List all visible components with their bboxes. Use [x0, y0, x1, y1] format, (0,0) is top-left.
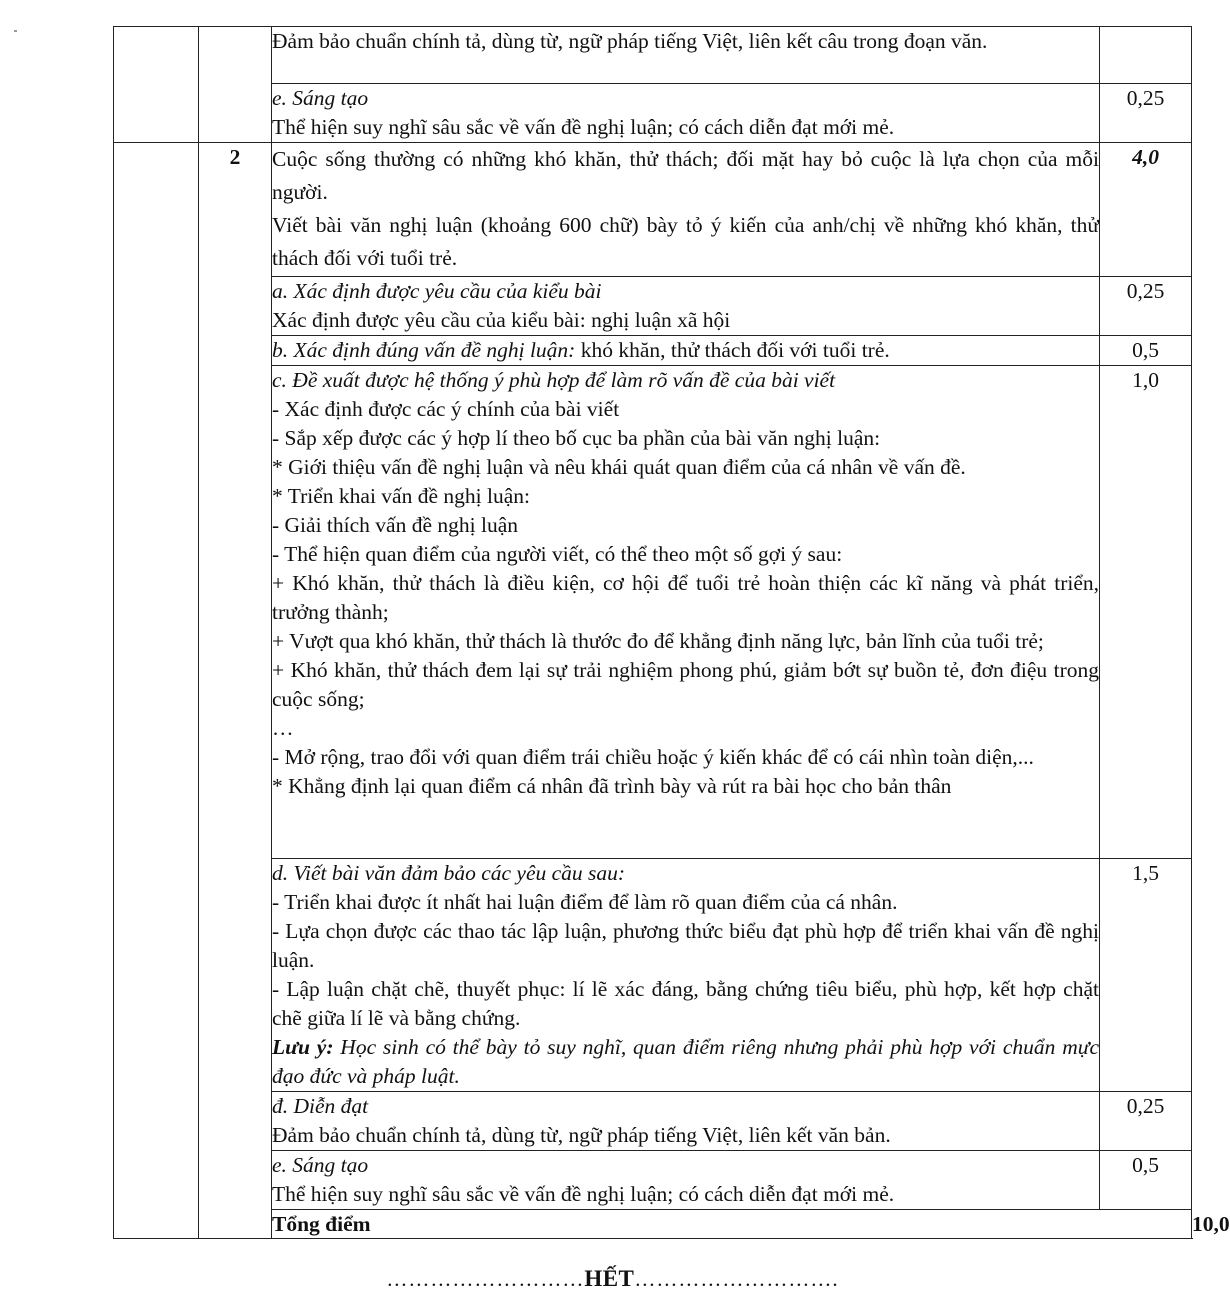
table-row: [114, 1092, 1192, 1151]
score-value: 1,5: [1100, 859, 1192, 1092]
criterion-cell: [272, 336, 1100, 366]
question-prompt-p2: Viết bài văn nghị luận (khoảng 600 chữ) bày tỏ ý kiến của anh/chị về những khó khăn, thử thách đối với tuổi trẻ.: [272, 213, 1099, 270]
list-item: * Triển khai vấn đề nghị luận:: [272, 484, 530, 508]
criterion-cell: [272, 1092, 1100, 1151]
criterion-text: Đảm bảo chuẩn chính tả, dùng từ, ngữ pháp tiếng Việt, liên kết văn bản.: [272, 1123, 891, 1147]
table-row: [114, 1151, 1192, 1210]
list-item: + Vượt qua khó khăn, thử thách là thước đo để khẳng định năng lực, bản lĩnh của tuổi trẻ;: [272, 629, 1044, 653]
question-number: 2: [199, 143, 272, 1239]
criterion-cell: [272, 1151, 1100, 1210]
score-cell: [1100, 27, 1192, 84]
table-row: [114, 336, 1192, 366]
list-item: - Triển khai được ít nhất hai luận điểm để làm rõ quan điểm của cá nhân.: [272, 890, 898, 914]
list-item: - Lập luận chặt chẽ, thuyết phục: lí lẽ xác đáng, bằng chứng tiêu biểu, phù hợp, kết hợp chặt chẽ giữa lí lẽ và bằng chứng.: [272, 977, 1099, 1030]
note-text: Học sinh có thể bày tỏ suy nghĩ, quan điểm riêng nhưng phải phù hợp với chuẩn mực đạo đức và pháp luật.: [272, 1035, 1099, 1088]
criterion-cell: [272, 84, 1100, 143]
criterion-title: a. Xác định được yêu cầu của kiểu bài: [272, 279, 602, 303]
note: [272, 1033, 1099, 1091]
question-total-score: 4,0: [1100, 143, 1192, 277]
score-value: 1,0: [1100, 366, 1192, 859]
question-prompt-cell: [272, 143, 1100, 277]
table-row: [114, 859, 1192, 1092]
criterion-title: d. Viết bài văn đảm bảo các yêu cầu sau:: [272, 861, 626, 885]
score-value: 0,5: [1100, 1151, 1192, 1210]
list-item: * Giới thiệu vấn đề nghị luận và nêu khái quát quan điểm của cá nhân về vấn đề.: [272, 455, 966, 479]
criterion-title: b. Xác định đúng vấn đề nghị luận:: [272, 338, 576, 362]
total-row: Tổng điểm 10,0: [114, 1210, 1192, 1239]
list-item: - Lựa chọn được các thao tác lập luận, phương thức biểu đạt phù hợp để triển khai vấn đề nghị luận.: [272, 919, 1099, 972]
score-value: 0,25: [1100, 84, 1192, 143]
criterion-text: Xác định được yêu cầu của kiểu bài: nghị luận xã hội: [272, 308, 731, 332]
list-item: + Khó khăn, thử thách là điều kiện, cơ hội để tuổi trẻ hoàn thiện các kĩ năng và phát triển, trưởng thành;: [272, 571, 1099, 624]
dots-left: ………………………: [386, 1267, 585, 1291]
grading-table: [113, 26, 1230, 1239]
criterion-cell: [272, 277, 1100, 336]
question-prompt-p1: Cuộc sống thường có những khó khăn, thử thách; đối mặt hay bỏ cuộc là lựa chọn của mỗi người.: [272, 147, 1099, 204]
list-item: - Sắp xếp được các ý hợp lí theo bố cục ba phần của bài văn nghị luận:: [272, 426, 881, 450]
end-word: HẾT: [584, 1266, 635, 1291]
criterion-text: Thể hiện suy nghĩ sâu sắc về vấn đề nghị luận; có cách diễn đạt mới mẻ.: [272, 115, 895, 139]
criterion-text: Thể hiện suy nghĩ sâu sắc về vấn đề nghị luận; có cách diễn đạt mới mẻ.: [272, 1182, 895, 1206]
question-number-cell: [199, 27, 272, 143]
section-cell: [114, 143, 199, 1239]
list-item: - Thể hiện quan điểm của người viết, có thể theo một số gợi ý sau:: [272, 542, 843, 566]
table-row: [114, 27, 1192, 84]
table-row: [114, 143, 1192, 277]
score-value: 0,5: [1100, 336, 1192, 366]
list-item: * Khẳng định lại quan điểm cá nhân đã trình bày và rút ra bài học cho bản thân: [272, 774, 952, 798]
total-label: Tổng điểm: [272, 1210, 1192, 1239]
table-row: [114, 84, 1192, 143]
list-item: - Xác định được các ý chính của bài viết: [272, 397, 620, 421]
criterion-title: e. Sáng tạo: [272, 86, 369, 110]
criterion-cell: [272, 366, 1100, 859]
section-cell: [114, 27, 199, 143]
note-label: Lưu ý:: [272, 1035, 334, 1059]
list-item: - Mở rộng, trao đổi với quan điểm trái chiều hoặc ý kiến khác để có cái nhìn toàn diện,...: [272, 745, 1034, 769]
list-item: - Giải thích vấn đề nghị luận: [272, 513, 518, 537]
criterion-cell: [272, 859, 1100, 1092]
table-row: [114, 366, 1192, 859]
score-value: 0,25: [1100, 277, 1192, 336]
criterion-title: đ. Diễn đạt: [272, 1094, 369, 1118]
criterion-text: Đảm bảo chuẩn chính tả, dùng từ, ngữ pháp tiếng Việt, liên kết câu trong đoạn văn.: [272, 29, 988, 53]
table-row: [114, 277, 1192, 336]
criterion-text: khó khăn, thử thách đối với tuổi trẻ.: [575, 338, 890, 362]
end-marker: [0, 1266, 1225, 1292]
score-value: 0,25: [1100, 1092, 1192, 1151]
scan-speck: [14, 30, 17, 32]
criterion-title: c. Đề xuất được hệ thống ý phù hợp để làm rõ vấn đề của bài viết: [272, 368, 836, 392]
list-item: …: [272, 716, 294, 740]
list-item: + Khó khăn, thử thách đem lại sự trải nghiệm phong phú, giảm bớt sự buồn tẻ, đơn điệu trong cuộc sống;: [272, 658, 1099, 711]
dots-right: ……………………….: [634, 1267, 839, 1291]
criterion-title: e. Sáng tạo: [272, 1153, 369, 1177]
criterion-cell: [272, 27, 1100, 84]
